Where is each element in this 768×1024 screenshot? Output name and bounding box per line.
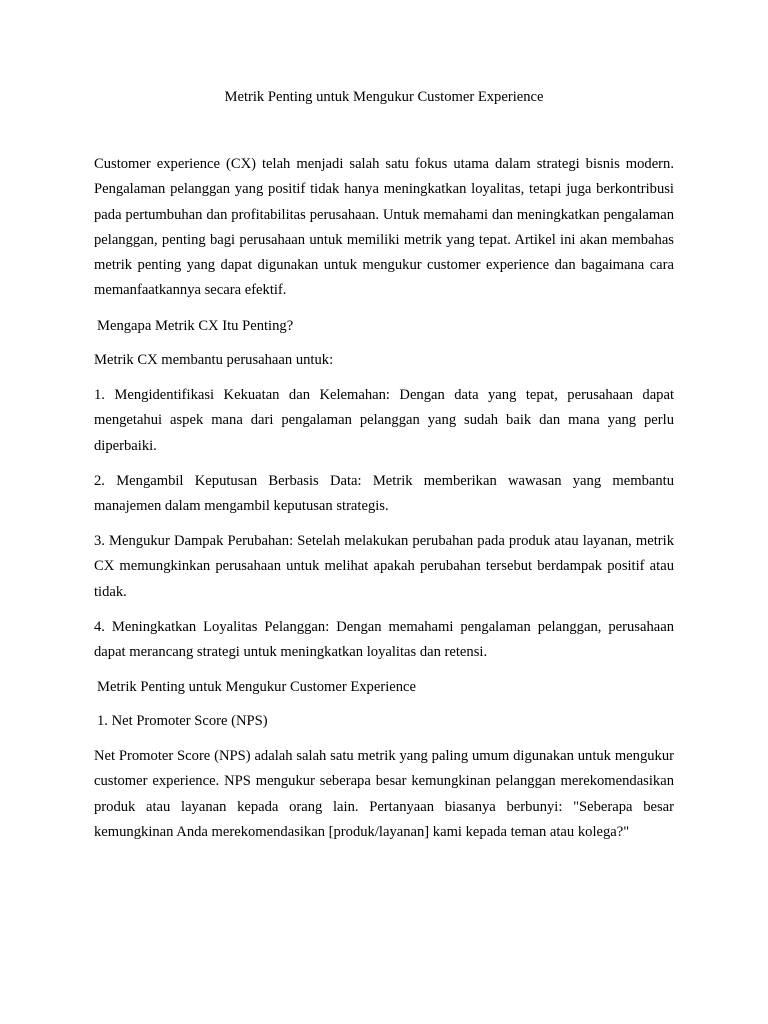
section-lead: Metrik CX membantu perusahaan untuk: <box>94 352 334 368</box>
section-heading-why-cx: Mengapa Metrik CX Itu Penting? <box>97 318 294 334</box>
document-title: Metrik Penting untuk Mengukur Customer Experience <box>224 89 544 105</box>
subsection-heading-nps: 1. Net Promoter Score (NPS) <box>97 713 268 729</box>
list-item-2: 2. Mengambil Keputusan Berbasis Data: Metrik memberikan wawasan yang membantu manajemen dalam mengambil keputusan strategis. <box>94 473 674 515</box>
intro-paragraph: Customer experience (CX) telah menjadi salah satu fokus utama dalam strategi bisnis modern. Pengalaman pelanggan yang positif tidak hanya meningkatkan loyalitas, tetapi juga berkontribusi pada pertumbuhan dan profitabilitas perusahaan. Untuk memahami dan meningkatkan pengalaman pelanggan, penting bagi perusahaan untuk memiliki metrik yang tepat. Artikel ini akan membahas metrik penting yang dapat digunakan untuk mengukur customer experience dan bagaimana cara memanfaatkannya secara efektif. <box>94 156 674 299</box>
nps-paragraph: Net Promoter Score (NPS) adalah salah satu metrik yang paling umum digunakan untuk mengukur customer experience. NPS mengukur seberapa besar kemungkinan pelanggan merekomendasikan produk atau layanan kepada orang lain. Pertanyaan biasanya berbunyi: "Seberapa besar kemungkinan Anda merekomendasikan [produk/layanan] kami kepada teman atau kolega?" <box>94 748 674 840</box>
list-item-4: 4. Meningkatkan Loyalitas Pelanggan: Dengan memahami pengalaman pelanggan, perusahaan dapat merancang strategi untuk meningkatkan loyalitas dan retensi. <box>94 619 674 661</box>
list-item-1: 1. Mengidentifikasi Kekuatan dan Kelemahan: Dengan data yang tepat, perusahaan dapat mengetahui aspek mana dari pengalaman pelanggan yang sudah baik dan mana yang perlu diperbaiki. <box>94 387 674 454</box>
list-item-3: 3. Mengukur Dampak Perubahan: Setelah melakukan perubahan pada produk atau layanan, metrik CX memungkinkan perusahaan untuk melihat apakah perubahan tersebut berdampak positif atau tidak. <box>94 533 674 600</box>
section-heading-metrics: Metrik Penting untuk Mengukur Customer Experience <box>97 679 416 695</box>
